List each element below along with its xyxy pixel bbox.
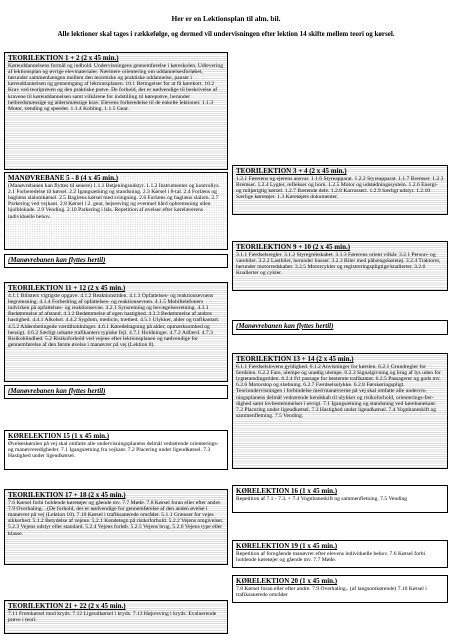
block-body: 1.2.1 Førerens og ejerens ansvar. 1.1.6 Styreapparat. 1.2.2 Styreapparat. 1.1.7 Bremser. 1.2.3 Bremser. 1.2.4 Lygter, reflekser og horn. 1.2.5 Motor og udstødningssystem. 1.2.6 Energi- og miljørigtig kørsel. 1.2.7 Bærende dele. 1.2.8 Karrosseri. 1.2.9 Særligt udstyr. 1.2.10 Særlige køretøjer. 1.3 Køretøjets dokumenter. bbox=[236, 175, 444, 201]
block-body: Repetition af foregående manøvrer efter elevens individuelle behov. 7.6 Kørsel forbi holdende køretøjer og gående mv. 7.7 Møde. bbox=[236, 550, 426, 563]
block-body: 7.8 Kørsel foran eller efter andre. 7.9 Overhaling.. (af langsomkørende) 7.10 Kørsel i trafiksanerede områder bbox=[236, 585, 427, 598]
block-body: (Manøvrebanen kan flyttes til senere) 1.1.1 Betjeningsudstyr. 1.1.2 Instrumenter og kontrollys. 2.1 Forberedelse til kørsel. 2.2 Igangsætning og standsning. 2.3 Kørsel i 8-tal. 2.4 Forlæns og baglæns slalomkørsel. 2.5 Baglæns kørsel med svingning. 2.6 Forlæns og baglæns slalom. 2.7 Parkering ved vejkant. 2.8 Kørsel i 2. gear, hejsesving og eventuel hård opbremsning uden hjulblokade. 2.9 Vending. 2.10 Parkering i bås. Repetition af øvelser efter kørelærerens individuelle behov. bbox=[8, 182, 220, 220]
page-title: Her er en Lektionsplan til alm. bil. bbox=[171, 14, 281, 23]
block-body: Køreuddannelsens formål og indhold. Undervisningens gennemførelse i køreskolen. Udlevering af lektionsplan og øvrige elevmaterialer. Nærmere orientering om uddannelsesforløbet, herunder sammenhængen mellem den teoretiske og praktiske uddannelse, pauser i køreuddannelsen og gennemgang af lektionsplanen. 10.1 Betingelser for at få kørekort. 10.2 Krav ved teoriprøven og den praktiske prøve. De forhold, der er nødvendige til beskrivelse af kravene til køreuddannelsen samt vilkårene for indstilling til køreprøve, herunder helbredsmæssige og aldersmæssige krav. Elevens forberedelse til de enkelte lektioner. 1.1.3 Motor, tænding og speeder. 1.1.4 Kobling. 1.1.5 Gear. bbox=[8, 62, 223, 113]
block-manoevre-note-2 bbox=[4, 385, 228, 399]
block-body: Repetition af 7.1 - 7.3. + 7.4 Vognbaneskift og sammenfletning. 7.5 Vending bbox=[236, 495, 408, 502]
page-subtitle: Alle lektioner skal tages i rækkefølge, og dermed vil undervisningen efter lektion 14 skifte mellem teori og kørsel. bbox=[57, 30, 395, 38]
block-body: 7.11 Fremkørsel mod kryds. 7.12 Ligeudkørsel i kryds. 7.13 Højresving i kryds. Evaluerende prøve i teori. bbox=[8, 610, 217, 623]
block-body: 7.6 Kørsel forbi holdende køretøjer og gående mv. 7.7 Møde. 7.8 Kørsel foran eller efter andre. 7.9 Overhaling. . (De forhold, der er nødvendige for gennemførelse af den anden øvelse i manøvrer på vej (Lektion 10). 7.10 Kørsel i trafiksanerede områder. 5.1.1 Grænser for vejes sikkerhed. 5.1.2 Betydelse af vejene. 5.2.1 Kendetegn på risikoforhold. 5.2.2 Vejens omgivelser. 5.2.3 Vejens udstyr eller standard. 5.2.4 Vejens forløb. 5.2.5 Vejens brug. 5.2.6 Vejens type eller klasse. bbox=[8, 499, 224, 537]
block-manoevre-5-8 bbox=[4, 172, 228, 250]
block-title: KØRELEKTION 20 (1 x 45 min.) bbox=[236, 577, 338, 585]
block-title: TEORILEKTION 9 + 10 (2 x 45 min.) bbox=[236, 243, 351, 251]
block-body: Øvelseskørslen på vej skal omfatte alle undervisningsplanens delmål vedrørende orienterings- og manøvreredigheder. 7.1 Igangsætning fra vejkant. 7.2 Placering under ligeudkørsel. 7.3 Hastighed under ligeudkørsel. bbox=[8, 440, 219, 459]
block-koere-20 bbox=[232, 575, 448, 603]
block-body: 4.1.1 Bilisters vigtigste opgave. 4.1.2 Reaktionstiden. 4.1.3 Opfattelses- og reaktionsevnens begrænsning. 4.1.4 Forbedring af opfattelses- og reaktionsevnen. 4.1.5 Mobiltelefoners indvirken på opfattelses- og reaktionsevne. 4.2.1 Synsretning og bevægelsesretning. 4.3.1 Bedømmelse af afstand. 4.3.2 Bedømmelse af egen hastighed. 4.3.3 Bedømmelse af andres hastighed. 4.4.1 Alkohol. 4.4.2 Sygdom, medicin, træthed. 4.5.1 Ulykker, alder og trafikantart. 4.5.2 Aldersbetingede værdiholdninger. 4.6.1 Køredeltagning på alder, opmærksomhed og hensigt. 4.6.2 Særligt udsatte trafikanters typiske fejl. 4.7.1 Holdninger. 4.7.2 Adfærd. 4.7.3 Risikoblindhed. 5.2 Risikoforhold ved vejene efter lektionsplanen og nødvendige for gennemførelse af den første øvelse i manøvrer på vej (Lektion 8). bbox=[8, 292, 220, 349]
block-title: (Manøvrebanen kan flyttes hertil) bbox=[236, 322, 334, 330]
block-title: TEORILEKTION 1 + 2 (2 x 45 min.) bbox=[8, 54, 119, 62]
block-title: (Manøvrebanen kan flyttes hertil) bbox=[8, 387, 106, 395]
block-body: 6.1.1 Færdselslovens gyldighed. 6.1.2 Anvisninger for kørslen. 6.2.1 Grundregler for færdslen. 6.2.2 Fare, ulempe og unødig ulempe. 6.2.3 Signalgivning og brug af lys uden for lygtetændingstiden. 6.2.4 Fri passage for bestemte trafikanter. 6.2.5 Passagerer og gods mv. 6.2.6 Motorstop og slæbning. 6.2.7 Færdselsulykke. 6.2.8 Førskøringspligt. Teoriundervisningen i forbindelse med manøvrerne på vej skal omfatte alle undervis-ningsplanens delmål vedrørende kendskab til ulykker og risikoforhold, orienterings-fær-dighed samt lovbestemmelser i øvrigt. 7.1 Igangsætning og standsning ved kørebanekant. 7.2 Placering under ligeudkørsel. 7.3 Hastighed under ligeudkørsel. 7.4 Vognbaneskift og sammenfletning. 7.5 Vending. bbox=[236, 363, 441, 420]
block-title: TEORILEKTION 13 + 14 (2 x 45 min.) bbox=[236, 355, 354, 363]
block-koere-19 bbox=[232, 540, 448, 568]
block-manoevre-note-1 bbox=[4, 254, 228, 268]
block-title: TEORILEKTION 11 + 12 (2 x 45 min.) bbox=[8, 284, 126, 292]
block-koere-15 bbox=[4, 430, 228, 470]
block-teori-13-14 bbox=[232, 353, 448, 469]
block-koere-16 bbox=[232, 485, 448, 513]
block-title: KØRELEKTION 19 (1 x 45 min.) bbox=[236, 542, 338, 550]
block-body: 3.1.1 Færdselsregler. 3.1.2 Styregrebskabet. 3.1.3 Førerens orient vilkår. 3.2.1 Person- og varebiler. 3.2.2 Lastbiler, herunder busser. 3.2.3 Biler med påhængskøretøj. 3.2.4 Traktorer, herunder motorredskaber. 3.2.5 Motorcykler og registreringspligtige knallerter. 3.2.6 Knallerter og cykler. bbox=[236, 251, 441, 277]
block-title: TEORILEKTION 21 + 22 (2 x 45 min.) bbox=[8, 602, 126, 610]
block-manoevre-note-3 bbox=[232, 320, 448, 335]
block-title: KØRELEKTION 16 (1 x 45 min.) bbox=[236, 487, 338, 495]
block-teori-9-10 bbox=[232, 241, 448, 291]
block-teori-3-4 bbox=[232, 165, 448, 215]
block-teori-21-22 bbox=[4, 600, 228, 634]
block-title: TEORILEKTION 17 + 18 (2 x 45 min.) bbox=[8, 491, 126, 499]
block-title: MANØVREBANE 5 - 8 (4 x 45 min.) bbox=[8, 174, 119, 182]
block-title: KØRELEKTION 15 (1 x 45 min.) bbox=[8, 432, 110, 440]
block-teori-17-18 bbox=[4, 489, 228, 565]
block-title: (Manøvrebanen kan flyttes hertil) bbox=[8, 256, 106, 264]
block-teori-1-2 bbox=[4, 52, 228, 170]
block-title: TEORILEKTION 3 + 4 (2 x 45 min.) bbox=[236, 167, 347, 175]
block-teori-11-12 bbox=[4, 282, 228, 382]
